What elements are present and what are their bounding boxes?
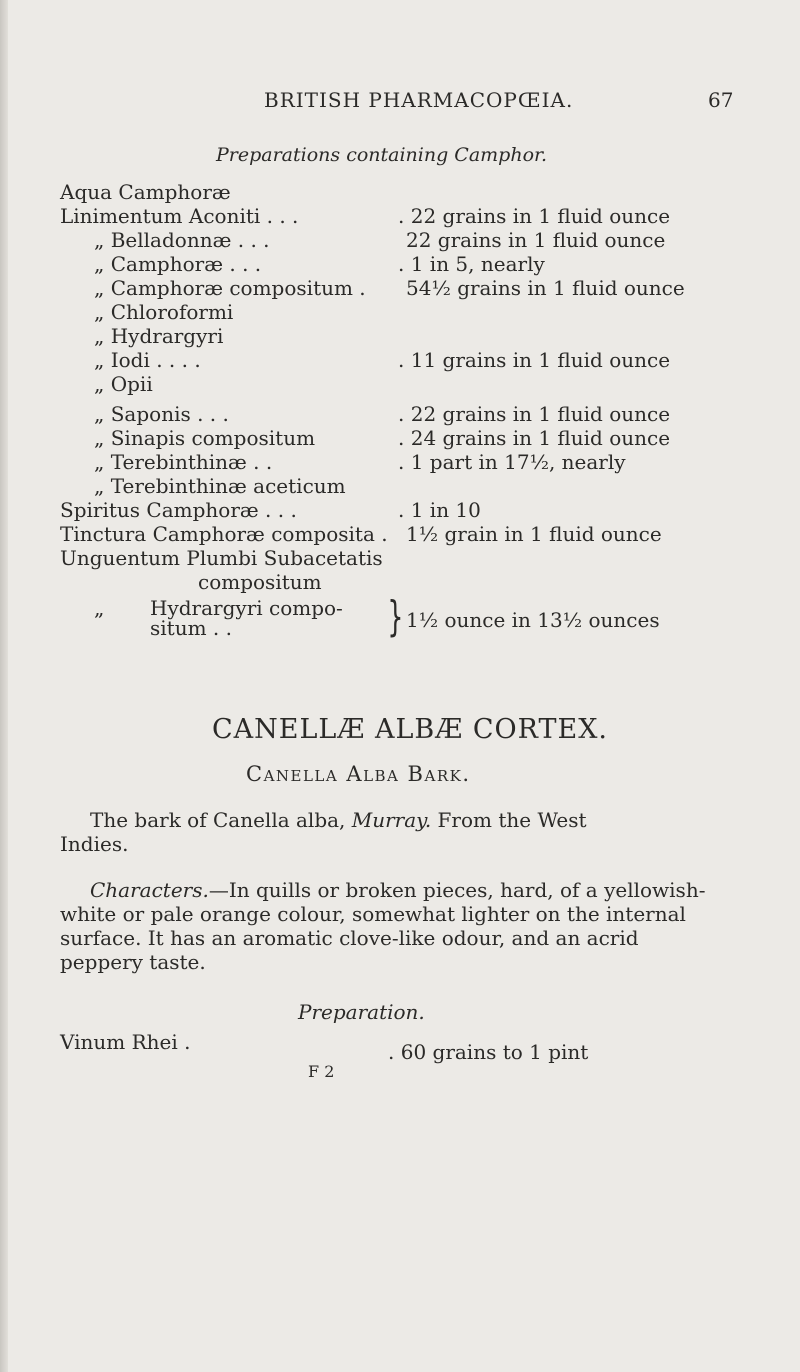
preparation-dose: . 60 grains to 1 pint xyxy=(388,1040,589,1064)
prep-name: „ Opii xyxy=(94,372,153,396)
prep-name: „ Terebinthinæ aceticum xyxy=(94,474,346,498)
characters-text: peppery taste. xyxy=(60,950,206,974)
prep-name: Aqua Camphoræ xyxy=(60,180,231,204)
prep-name: compositum xyxy=(198,570,322,594)
prep-dose: 22 grains in 1 fluid ounce xyxy=(406,228,666,252)
prep-dose: . 1 part in 17½, nearly xyxy=(398,450,626,474)
preparation-heading: Preparation. xyxy=(298,1000,425,1024)
characters-label: Characters. xyxy=(90,878,209,902)
prep-name: Spiritus Camphoræ . . . xyxy=(60,498,297,522)
signature-mark: F 2 xyxy=(308,1062,335,1081)
prep-name: Tinctura Camphoræ composita . xyxy=(60,522,388,546)
characters-text: white or pale orange colour, somewhat lighter on the internal xyxy=(60,902,686,926)
prep-name: Hydrargyri compo- xyxy=(150,596,343,620)
page-number: 67 xyxy=(708,88,734,112)
characters-line xyxy=(90,878,705,902)
prep-dose: 1½ grain in 1 fluid ounce xyxy=(406,522,662,546)
page-spine-shadow xyxy=(0,0,8,1372)
prep-name: „ Sinapis compositum xyxy=(94,426,316,450)
authority-name: Murray. xyxy=(351,808,432,832)
prep-dose: . 22 grains in 1 fluid ounce xyxy=(398,204,671,228)
prep-dose: . 24 grains in 1 fluid ounce xyxy=(398,426,671,450)
monograph-title: CANELLÆ ALBÆ CORTEX. xyxy=(212,714,609,745)
book-page xyxy=(8,0,800,1372)
section-title-camphor: Preparations containing Camphor. xyxy=(216,144,548,166)
monograph-subtitle: Canella Alba Bark. xyxy=(246,762,471,786)
preparation-name: Vinum Rhei . xyxy=(60,1030,191,1054)
prep-name: Unguentum Plumbi Subacetatis xyxy=(60,546,383,570)
description-text: The bark of Canella alba, xyxy=(90,808,352,832)
prep-dose: . 1 in 5, nearly xyxy=(398,252,545,276)
ditto-mark: „ xyxy=(94,596,105,620)
prep-name: „ Terebinthinæ . . xyxy=(94,450,273,474)
prep-dose: . 1 in 10 xyxy=(398,498,481,522)
prep-name: „ Iodi . . . . xyxy=(94,348,201,372)
prep-name: „ Camphoræ . . . xyxy=(94,252,262,276)
description-text: From the West xyxy=(431,808,587,832)
prep-dose: 54½ grains in 1 fluid ounce xyxy=(406,276,685,300)
prep-name: „ Hydrargyri xyxy=(94,324,224,348)
prep-name: „ Belladonnæ . . . xyxy=(94,228,270,252)
description-text: Indies. xyxy=(60,832,129,856)
prep-dose: . 11 grains in 1 fluid ounce xyxy=(398,348,671,372)
brace: } xyxy=(387,592,404,641)
prep-name: „ Camphoræ compositum . xyxy=(94,276,366,300)
prep-name: Linimentum Aconiti . . . xyxy=(60,204,299,228)
running-header: BRITISH PHARMACOPŒIA. xyxy=(264,88,574,112)
prep-dose: . 22 grains in 1 fluid ounce xyxy=(398,402,671,426)
prep-name: „ Chloroformi xyxy=(94,300,234,324)
prep-name-cont: situm . . xyxy=(150,616,232,640)
description-line xyxy=(90,808,587,832)
characters-text: surface. It has an aromatic clove-like odour, and an acrid xyxy=(60,926,639,950)
prep-name: „ Saponis . . . xyxy=(94,402,229,426)
prep-dose: 1½ ounce in 13½ ounces xyxy=(406,608,660,632)
characters-text: —In quills or broken pieces, hard, of a yellowish- xyxy=(208,878,706,902)
